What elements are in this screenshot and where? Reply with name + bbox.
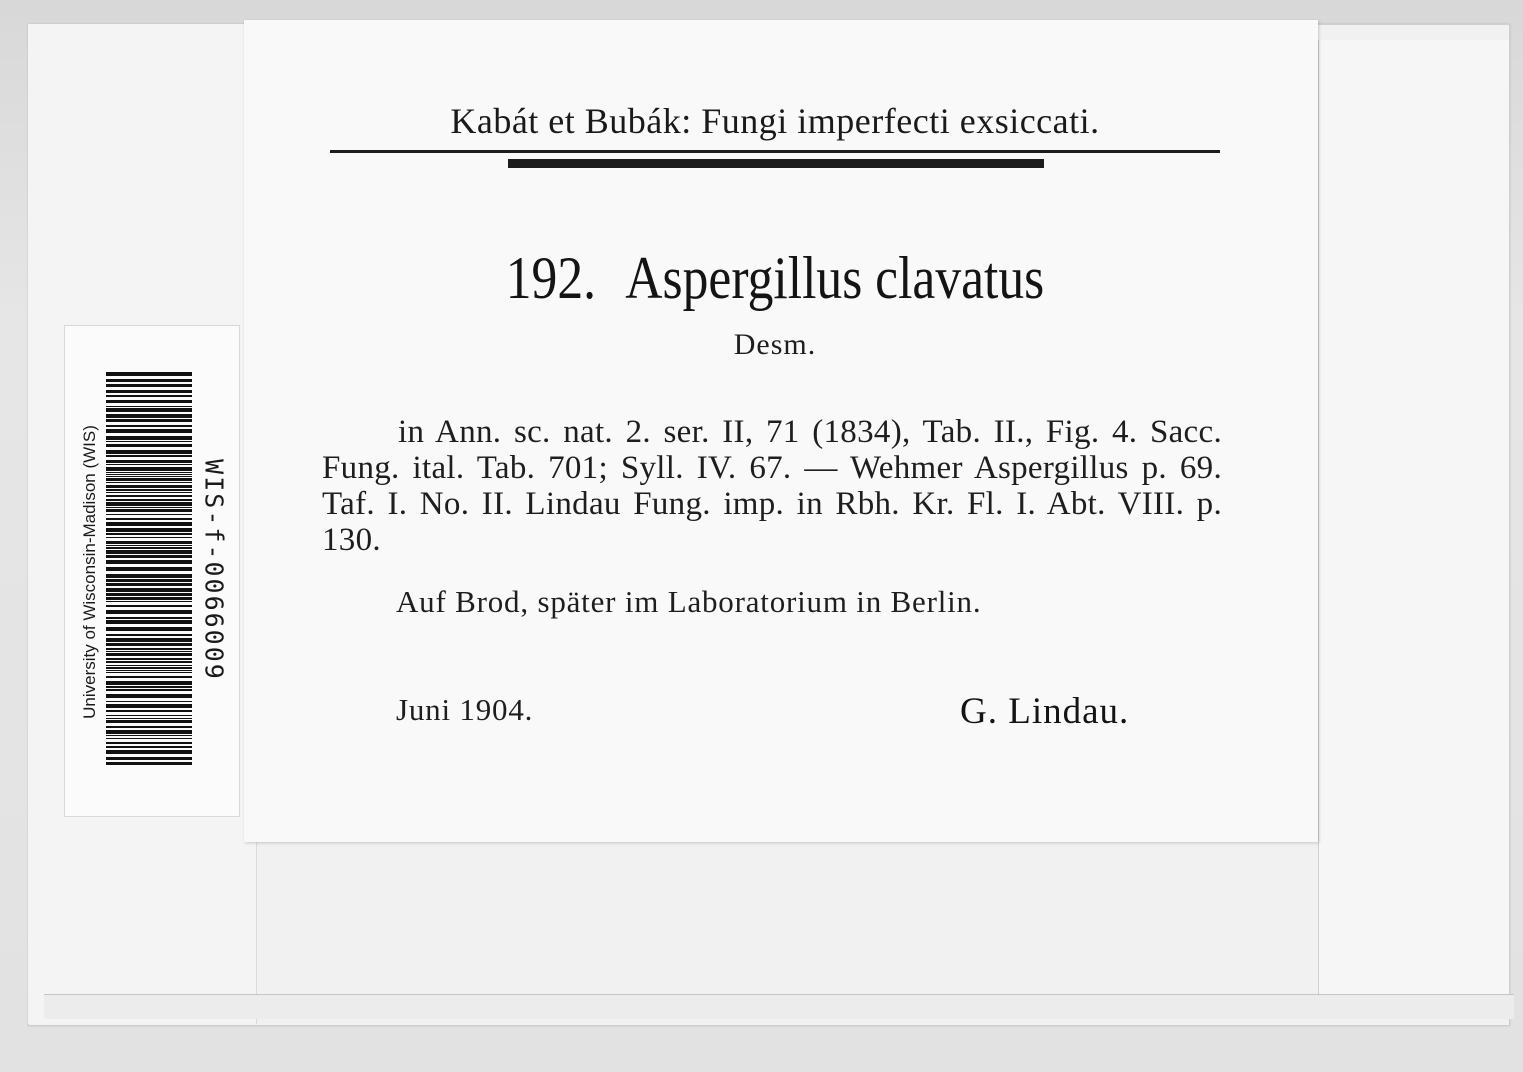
barcode-bar xyxy=(106,522,192,526)
barcode-bar xyxy=(106,507,192,508)
specimen-barcode xyxy=(106,372,192,768)
barcode-bar xyxy=(106,720,192,723)
barcode-bar xyxy=(106,661,192,663)
barcode-bar xyxy=(106,419,192,422)
barcode-bar xyxy=(106,726,192,728)
barcode-bar xyxy=(106,441,192,442)
barcode-bar xyxy=(106,550,192,554)
barcode-bar xyxy=(106,379,192,382)
barcode-bar xyxy=(106,672,192,673)
barcode-bar xyxy=(106,620,192,624)
barcode-bar xyxy=(106,605,192,607)
barcode-bar xyxy=(106,601,192,602)
barcode-bar xyxy=(106,676,192,678)
barcode-bar xyxy=(106,757,192,760)
barcode-bar xyxy=(106,492,192,493)
barcode-bar xyxy=(106,634,192,636)
barcode-bar xyxy=(106,762,192,765)
barcode-bar xyxy=(106,665,192,666)
barcode-bar xyxy=(106,651,192,652)
institution-name: University of Wisconsin-Madison (WIS) xyxy=(80,425,99,719)
barcode-bar xyxy=(106,670,192,671)
barcode-bar xyxy=(106,638,192,642)
barcode-bar xyxy=(106,579,192,582)
species-name: Aspergillus clavatus xyxy=(625,245,1045,311)
barcode-bar xyxy=(106,518,192,520)
barcode-bar xyxy=(106,574,192,578)
barcode-bar xyxy=(106,395,192,397)
barcode-bar xyxy=(106,567,192,571)
barcode-bar xyxy=(106,560,192,564)
barcode-bar xyxy=(106,583,192,586)
barcode-bar xyxy=(106,689,192,691)
barcode-bar xyxy=(106,588,192,592)
barcode-bar xyxy=(106,460,192,463)
barcode-bar xyxy=(106,450,192,454)
barcode-bar xyxy=(106,390,192,393)
barcode-bar xyxy=(106,738,192,739)
barcode-bar xyxy=(106,694,192,698)
barcode-bar xyxy=(106,667,192,669)
barcode-bar xyxy=(106,545,192,546)
packet-bottom-flap xyxy=(44,994,1514,1019)
species-line xyxy=(435,244,1114,313)
barcode-bar xyxy=(106,686,192,688)
specimen-id: WIS-f-0066009 xyxy=(199,459,229,681)
barcode-bar xyxy=(106,478,192,481)
barcode-bar xyxy=(106,502,192,506)
collection-date: Juni 1904. xyxy=(396,692,534,727)
barcode-bar xyxy=(106,718,192,719)
barcode-bar xyxy=(106,627,192,631)
barcode-bar xyxy=(106,408,192,412)
barcode-bar xyxy=(106,406,192,407)
barcode-bar xyxy=(106,476,192,477)
species-author: Desm. xyxy=(733,328,817,361)
barcode-bar xyxy=(106,746,192,748)
literature-citation: in Ann. sc. nat. 2. ser. II, 71 (1834), Tab. II., Fig. 4. Sacc. Fung. ital. Tab. 701; Syll. IV. 67. — Wehmer Aspergillus p. 69. Taf. I. No. II. Lindau Fung. imp. in Rbh. Kr. Fl. I. Abt. VIII. p. 130. xyxy=(322,414,1222,558)
barcode-bar xyxy=(106,658,192,660)
barcode-bar xyxy=(106,710,192,712)
barcode-bar xyxy=(106,750,192,754)
barcode-bar xyxy=(106,715,192,716)
barcode-bar xyxy=(106,482,192,483)
barcode-bar xyxy=(106,514,192,515)
series-header: Kabát et Bubák: Fungi imperfecti exsiccati. xyxy=(450,101,1100,141)
barcode-bar xyxy=(106,455,192,457)
barcode-bar xyxy=(106,489,192,491)
barcode-bar xyxy=(106,425,192,427)
habitat-locality: Auf Brod, später im Laboratorium in Berlin. xyxy=(396,584,982,619)
barcode-bar xyxy=(106,528,192,532)
header-rule-thick xyxy=(508,159,1044,168)
barcode-bar xyxy=(106,597,192,600)
collector-name: G. Lindau. xyxy=(960,691,1130,732)
barcode-bar xyxy=(106,495,192,497)
barcode-bar xyxy=(106,555,192,558)
barcode-bar xyxy=(106,467,192,471)
barcode-bar xyxy=(106,537,192,538)
packet-right-fold xyxy=(1318,40,1509,1000)
barcode-bar xyxy=(106,610,192,614)
barcode-bar xyxy=(106,704,192,708)
barcode-bar xyxy=(106,400,192,403)
barcode-bar xyxy=(106,414,192,418)
barcode-bar xyxy=(106,436,192,440)
barcode-bar xyxy=(106,429,192,433)
header-rule-thin xyxy=(330,150,1220,153)
barcode-bar xyxy=(106,444,192,447)
barcode-bar xyxy=(106,509,192,512)
barcode-bar xyxy=(106,384,192,387)
barcode-bar xyxy=(106,485,192,488)
barcode-bar xyxy=(106,533,192,535)
barcode-bar xyxy=(106,742,192,744)
barcode-bar xyxy=(106,681,192,685)
barcode-bar xyxy=(106,730,192,734)
barcode-bar xyxy=(106,372,192,376)
barcode-bar xyxy=(106,701,192,702)
exsiccata-number: 192. xyxy=(505,245,597,311)
barcode-bar xyxy=(106,547,192,549)
barcode-bar xyxy=(106,617,192,619)
barcode-bar xyxy=(106,643,192,646)
barcode-bar xyxy=(106,735,192,736)
barcode-bar xyxy=(106,593,192,596)
barcode-bar xyxy=(106,648,192,650)
barcode-bar xyxy=(106,541,192,544)
barcode-bar xyxy=(106,653,192,656)
barcode-bar xyxy=(106,499,192,501)
barcode-bar xyxy=(106,474,192,475)
barcode-bar xyxy=(106,464,192,465)
barcode-bar xyxy=(106,472,192,473)
